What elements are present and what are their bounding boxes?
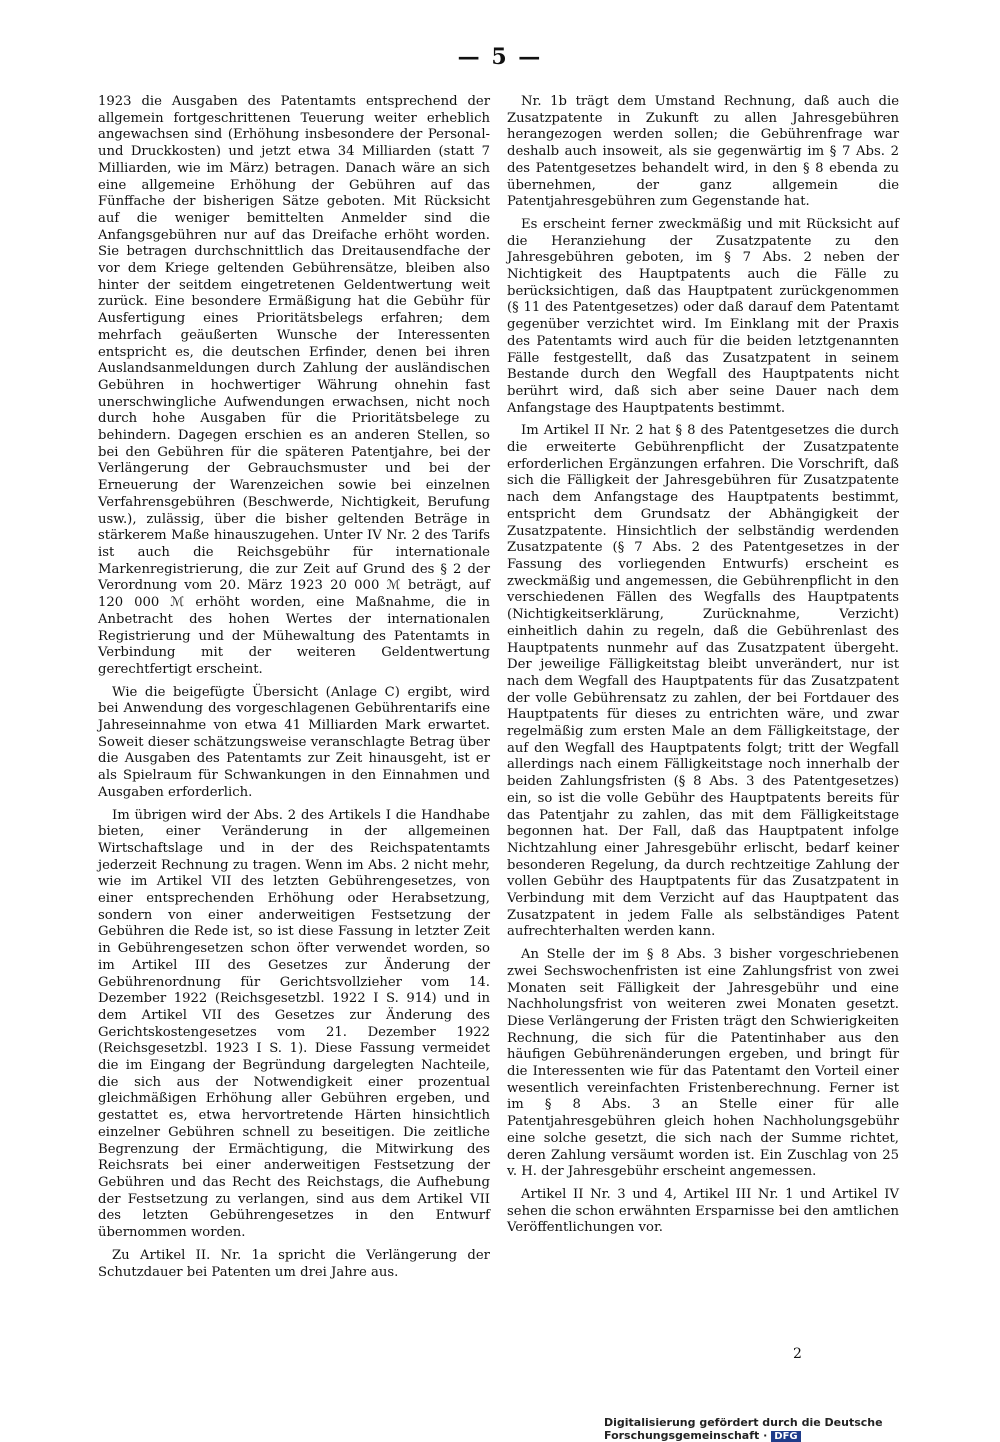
paragraph: Zu Artikel II. Nr. 1a spricht die Verlängerung der Schutzdauer bei Patenten um drei Jahre aus. [98, 1247, 490, 1280]
right-column [507, 94, 899, 1237]
left-column [98, 94, 490, 1281]
paragraph: 1923 die Ausgaben des Patentamts entsprechend der allgemein fortgeschrittenen Teuerung weiter erheblich angewachsen sind (Erhöhung insbesondere der Personal- und Druckkosten) und jetzt etwa 34 Milliarden (statt 7 Milliarden, wie im März) betragen. Danach wäre an sich eine allgemeine Erhöhung der Gebühren auf das Fünffache der bisherigen Sätze geboten. Mit Rücksicht auf die weniger bemittelten Anmelder sind die Anfangsgebühren nur auf das Dreifache erhöht worden. Sie betragen durchschnittlich das Dreitausendfache der vor dem Kriege geltenden Gebührensätze, bleiben also hinter der seitdem eingetretenen Geldentwertung weit zurück. Eine besondere Ermäßigung hat die Gebühr für Ausfertigung eines Prioritätsbelegs erfahren; dem mehrfach geäußerten Wunsche der Interessenten entspricht es, die deutschen Erfinder, denen bei ihren Auslandsanmeldungen durch Zahlung der ausländischen Gebühren in hochwertiger Währung ohnehin fast unerschwingliche Aufwendungen erwachsen, nicht noch durch hohe Ausgaben für die Prioritätsbelege zu behindern. Dagegen erschien es an anderen Stellen, so bei den Gebühren für die späteren Patentjahre, bei der Verlängerung der Gebrauchsmuster und bei der Erneuerung der Warenzeichen sowie bei einzelnen Verfahrensgebühren (Beschwerde, Nichtigkeit, Berufung usw.), zulässig, über die bisher geltenden Beträge in stärkerem Maße hinauszugehen. Unter IV Nr. 2 des Tarifs ist auch die Reichsgebühr für internationale Markenregistrierung, die zur Zeit auf Grund des § 2 der Verordnung vom 20. März 1923 20 000 ℳ beträgt, auf 120 000 ℳ erhöht worden, eine Maßnahme, die in Anbetracht des hohen Wertes der internationalen Registrierung und der Mühewaltung des Patentamts in Verbindung mit der weiteren Geldentwertung gerechtfertigt erscheint. [98, 94, 490, 677]
paragraph: Nr. 1b trägt dem Umstand Rechnung, daß auch die Zusatzpatente in Zukunft zu allen Jahresgebühren herangezogen werden sollen; die Gebührenfrage war deshalb auch insoweit, als sie gegenwärtig im § 7 Abs. 2 des Patentgesetzes behandelt wird, in den § 8 ebenda zu übernehmen, der ganz allgemein die Patentjahresgebühren zum Gegenstande hat. [507, 94, 899, 210]
paragraph: An Stelle der im § 8 Abs. 3 bisher vorgeschriebenen zwei Sechswochenfristen ist eine Zahlungsfrist von zwei Monaten seit Fälligkeit der Jahresgebühr und eine Nachholungsfrist von weiteren zwei Monaten gesetzt. Diese Verlängerung der Fristen trägt den Schwierigkeiten Rechnung, die sich für die Patentinhaber aus den häufigen Gebührenänderungen ergeben, und bringt für die Interessenten wie für das Patentamt den Vorteil einer wesentlich vereinfachten Fristenberechnung. Ferner ist im § 8 Abs. 3 an Stelle einer für alle Patentjahresgebühren gleich hohen Nachholungsgebühr eine solche gesetzt, die sich nach der Summe richtet, deren Zahlung versäumt worden ist. Ein Zuschlag von 25 v. H. der Jahresgebühr erscheint angemessen. [507, 947, 899, 1180]
footer [604, 1416, 1000, 1442]
paragraph: Wie die beigefügte Übersicht (Anlage C) ergibt, wird bei Anwendung des vorgeschlagenen Gebührentarifs eine Jahreseinnahme von etwa 41 Milliarden Mark erwartet. Soweit dieser schätzungsweise veranschlagte Betrag über die Ausgaben des Patentamts zur Zeit hinausgeht, ist er als Spielraum für Schwankungen in den Einnahmen und Ausgaben erforderlich. [98, 684, 490, 800]
page-number: 2 [793, 1346, 802, 1362]
dfg-logo: DFG [771, 1431, 800, 1442]
footer-text: Digitalisierung gefördert durch die Deutsche Forschungsgemeinschaft · [604, 1416, 883, 1442]
page-marker: — 5 — [457, 44, 543, 70]
paragraph: Artikel II Nr. 3 und 4, Artikel III Nr. 1 und Artikel IV sehen die schon erwähnten Ersparnisse bei den amtlichen Veröffentlichungen vor. [507, 1187, 899, 1236]
paragraph: Es erscheint ferner zweckmäßig und mit Rücksicht auf die Heranziehung der Zusatzpatente zu den Jahresgebühren geboten, im § 7 Abs. 2 neben der Nichtigkeit des Hauptpatents auch die Fälle zu berücksichtigen, daß das Hauptpatent zurückgenommen (§ 11 des Patentgesetzes) oder daß darauf dem Patentamt gegenüber verzichtet wird. Im Einklang mit der Praxis des Patentamts wird auch für die beiden letztgenannten Fälle festgestellt, daß das Zusatzpatent in seinem Bestande durch den Wegfall des Hauptpatents nicht berührt wird, daß sich aber seine Dauer nach dem Anfangstage des Hauptpatents bestimmt. [507, 216, 899, 416]
paragraph: Im Artikel II Nr. 2 hat § 8 des Patentgesetzes die durch die erweiterte Gebührenpflicht der Zusatzpatente erforderlichen Ergänzungen erfahren. Die Vorschrift, daß sich die Fälligkeit der Jahresgebühren für Zusatzpatente nach dem Anfangstage des Hauptpatents bestimmt, entspricht dem Grundsatz der Abhängigkeit der Zusatzpatente. Hinsichtlich der selbständig werdenden Zusatzpatente (§ 7 Abs. 2 des Patentgesetzes in der Fassung des vorliegenden Entwurfs) erscheint es zweckmäßig und angemessen, die Gebührenpflicht in den verschiedenen Fällen des Wegfalls des Hauptpatents (Nichtigkeitserklärung, Zurücknahme, Verzicht) einheitlich dahin zu regeln, daß die Gebührenlast des Hauptpatents nunmehr auf das Zusatzpatent übergeht. Der jeweilige Fälligkeitstag bleibt unverändert, nur ist nach dem Wegfall des Hauptpatents für das Zusatzpatent der volle Gebührensatz zu zahlen, der bei Fortdauer des Hauptpatents für dieses zu entrichten wäre, und zwar regelmäßig zum ersten Male an dem Fälligkeitstage, der auf den Wegfall des Hauptpatents folgt; tritt der Wegfall allerdings nach einem Fälligkeitstage noch innerhalb der beiden Zahlungsfristen (§ 8 Abs. 3 des Patentgesetzes) ein, so ist die volle Gebühr des Hauptpatents bereits für das Patentjahr zu zahlen, das mit dem Fälligkeitstage begonnen hat. Der Fall, daß das Hauptpatent infolge Nichtzahlung einer Jahresgebühr erlischt, bedarf keiner besonderen Regelung, da durch rechtzeitige Zahlung der vollen Gebühr des Hauptpatents für das Zusatzpatent in Verbindung mit dem Verzicht auf das Hauptpatent das Zusatzpatent in jedem Falle als selbständiges Patent aufrechterhalten werden kann. [507, 423, 899, 940]
paragraph: Im übrigen wird der Abs. 2 des Artikels I die Handhabe bieten, einer Veränderung in der allgemeinen Wirtschaftslage und in der des Reichspatentamts jederzeit Rechnung zu tragen. Wenn im Abs. 2 nicht mehr, wie im Artikel VII des letzten Gebührengesetzes, von einer entsprechenden Erhöhung oder Herabsetzung, sondern von einer anderweitigen Festsetzung der Gebühren die Rede ist, so ist diese Fassung in letzter Zeit in Gebührengesetzen schon öfter verwendet worden, so im Artikel III des Gesetzes zur Änderung der Gebührenordnung für Gerichtsvollzieher vom 14. Dezember 1922 (Reichsgesetzbl. 1922 I S. 914) und in dem Artikel VII des Gesetzes zur Änderung des Gerichtskostengesetzes vom 21. Dezember 1922 (Reichsgesetzbl. 1923 I S. 1). Diese Fassung vermeidet die im Eingang der Begründung dargelegten Nachteile, die sich aus der Notwendigkeit einer prozentual gleichmäßigen Erhöhung aller Gebühren ergeben, und gestattet es, etwa hervortretende Härten hinsichtlich einzelner Gebühren schnell zu beseitigen. Die zeitliche Begrenzung der Ermächtigung, die Mitwirkung des Reichsrats bei einer anderweitigen Festsetzung der Gebühren und das Recht des Reichstags, die Aufhebung der Festsetzung zu verlangen, sind aus dem Artikel VII des letzten Gebührengesetzes in den Entwurf übernommen worden. [98, 807, 490, 1241]
